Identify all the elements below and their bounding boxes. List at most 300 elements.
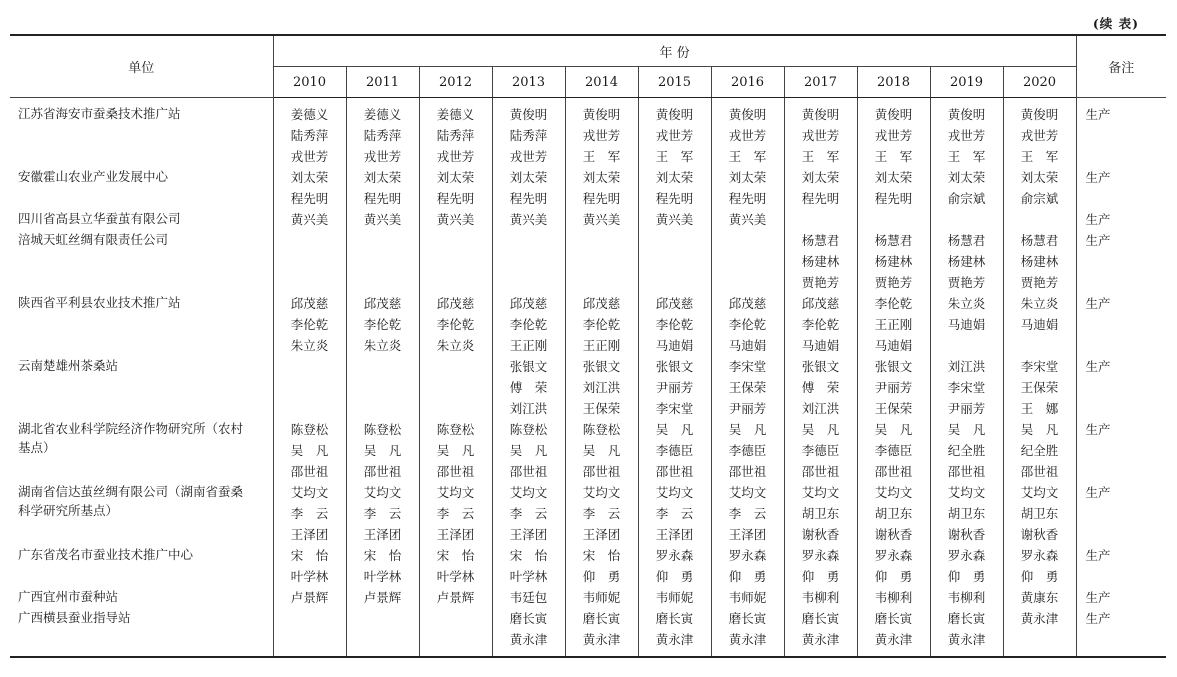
year-cell — [930, 167, 1003, 209]
person-name: 李德臣 — [801, 443, 840, 458]
year-cell — [784, 167, 857, 209]
person-name: 戎世芳 — [290, 149, 329, 164]
year-cell — [930, 545, 1003, 587]
person-name: 戎世芳 — [436, 149, 475, 164]
year-cell — [1003, 587, 1076, 608]
note-cell: 生产 — [1076, 98, 1166, 168]
year-cell — [857, 419, 930, 482]
year-header: 2019 — [930, 67, 1003, 98]
year-cell — [492, 482, 565, 545]
person-name: 程先明 — [582, 191, 621, 206]
person-name: 王泽团 — [582, 527, 621, 542]
person-name: 邵世祖 — [1020, 464, 1059, 479]
person-name: 陈登松 — [582, 422, 621, 437]
person-name: 陈登松 — [290, 422, 329, 437]
person-name: 吴 凡 — [509, 443, 548, 458]
table-row — [10, 293, 1166, 356]
person-name: 李宋堂 — [728, 359, 767, 374]
person-name: 谢秋香 — [1020, 527, 1059, 542]
year-cell — [419, 482, 492, 545]
year-cell — [492, 356, 565, 419]
year-cell — [1003, 209, 1076, 230]
person-name: 陈登松 — [436, 422, 475, 437]
person-name: 吴 凡 — [874, 422, 913, 437]
person-name: 黄兴美 — [655, 212, 694, 227]
person-name: 李伦乾 — [509, 317, 548, 332]
person-name: 宋 怡 — [363, 548, 402, 563]
person-name: 吴 凡 — [363, 443, 402, 458]
person-name: 磨长寅 — [582, 611, 621, 626]
person-name: 刘太荣 — [801, 170, 840, 185]
person-name: 韦师妮 — [728, 590, 767, 605]
year-cell — [346, 545, 419, 587]
person-name: 叶学林 — [509, 569, 548, 584]
note-cell: 生产 — [1076, 356, 1166, 419]
person-name: 纪全胜 — [947, 443, 986, 458]
person-name: 王保荣 — [1020, 380, 1059, 395]
person-name: 戎世芳 — [655, 128, 694, 143]
person-name: 刘太荣 — [290, 170, 329, 185]
person-name: 吴 凡 — [1020, 422, 1059, 437]
person-name: 李宋堂 — [947, 380, 986, 395]
table-row — [10, 98, 1166, 168]
person-name: 陆秀萍 — [363, 128, 402, 143]
person-name: 邱茂慈 — [363, 296, 402, 311]
person-name: 邱茂慈 — [801, 296, 840, 311]
year-cell — [565, 209, 638, 230]
year-header: 2014 — [565, 67, 638, 98]
unit-cell — [10, 608, 273, 657]
person-name: 磨长寅 — [655, 611, 694, 626]
person-name: 尹丽芳 — [947, 401, 986, 416]
person-name: 李伦乾 — [290, 317, 329, 332]
person-name: 黄俊明 — [509, 107, 548, 122]
person-name: 韦柳利 — [874, 590, 913, 605]
year-cell — [711, 230, 784, 293]
person-name: 邱茂慈 — [728, 296, 767, 311]
note-cell: 生产 — [1076, 545, 1166, 587]
person-name: 黄兴美 — [582, 212, 621, 227]
person-name: 刘太荣 — [509, 170, 548, 185]
person-name: 王 娜 — [1020, 401, 1059, 416]
unit-cell — [10, 167, 273, 209]
year-cell — [930, 482, 1003, 545]
person-name: 仰 勇 — [874, 569, 913, 584]
person-name: 张银文 — [655, 359, 694, 374]
person-name: 王 军 — [947, 149, 986, 164]
person-name: 胡卫东 — [874, 506, 913, 521]
year-cell — [1003, 356, 1076, 419]
year-cell — [784, 545, 857, 587]
year-cell — [346, 230, 419, 293]
continued-label: (续 表) — [1092, 16, 1139, 31]
person-name: 宋 怡 — [582, 548, 621, 563]
table-body — [10, 98, 1166, 658]
year-cell — [930, 419, 1003, 482]
unit-name-line: 广东省茂名市蚕业技术推广中心 — [18, 547, 194, 562]
person-name: 傅 荣 — [509, 380, 548, 395]
year-cell — [857, 356, 930, 419]
person-name: 王 军 — [874, 149, 913, 164]
table-row — [10, 209, 1166, 230]
person-name: 李 云 — [655, 506, 694, 521]
person-name: 黄永津 — [874, 632, 913, 647]
year-cell — [638, 293, 711, 356]
person-name: 王泽团 — [290, 527, 329, 542]
person-name: 贾艳芳 — [947, 275, 986, 290]
person-name: 程先明 — [509, 191, 548, 206]
person-name: 韦师妮 — [582, 590, 621, 605]
year-cell — [565, 230, 638, 293]
year-cell — [930, 356, 1003, 419]
person-name: 胡卫东 — [801, 506, 840, 521]
unit-name-line: 四川省高县立华蚕茧有限公司 — [18, 211, 181, 226]
year-cell — [784, 587, 857, 608]
person-name: 陈登松 — [509, 422, 548, 437]
year-cell — [492, 419, 565, 482]
year-cell — [346, 293, 419, 356]
year-cell — [273, 98, 346, 168]
year-cell — [273, 608, 346, 657]
person-name: 程先明 — [728, 191, 767, 206]
note-cell: 生产 — [1076, 167, 1166, 209]
year-cell — [565, 98, 638, 168]
person-name: 黄俊明 — [728, 107, 767, 122]
person-name: 刘太荣 — [655, 170, 694, 185]
person-name: 俞宗斌 — [947, 191, 986, 206]
person-name: 李德臣 — [728, 443, 767, 458]
year-cell — [419, 209, 492, 230]
year-cell — [273, 587, 346, 608]
year-cell — [638, 545, 711, 587]
table-row — [10, 230, 1166, 293]
person-name: 李德臣 — [655, 443, 694, 458]
unit-name-line: 基点） — [18, 440, 56, 455]
person-name: 王保荣 — [874, 401, 913, 416]
year-cell — [638, 419, 711, 482]
year-cell — [346, 419, 419, 482]
year-cell — [784, 482, 857, 545]
year-cell — [711, 98, 784, 168]
unit-cell — [10, 293, 273, 356]
year-cell — [857, 545, 930, 587]
year-cell — [1003, 293, 1076, 356]
person-name: 艾均文 — [801, 485, 840, 500]
year-header: 2017 — [784, 67, 857, 98]
year-cell — [492, 230, 565, 293]
year-cell — [930, 209, 1003, 230]
person-name: 黄兴美 — [290, 212, 329, 227]
person-name: 叶学林 — [436, 569, 475, 584]
person-name: 谢秋香 — [801, 527, 840, 542]
person-name: 艾均文 — [874, 485, 913, 500]
person-name: 邵世祖 — [655, 464, 694, 479]
person-name: 李宋堂 — [1020, 359, 1059, 374]
person-name: 马迪娟 — [655, 338, 694, 353]
year-cell — [273, 293, 346, 356]
person-name: 艾均文 — [655, 485, 694, 500]
year-cell — [419, 230, 492, 293]
unit-name-line: 云南楚雄州茶桑站 — [18, 358, 119, 373]
person-name: 朱立炎 — [290, 338, 329, 353]
person-name: 韦廷包 — [509, 590, 548, 605]
year-cell — [711, 545, 784, 587]
year-cell — [711, 419, 784, 482]
person-name: 傅 荣 — [801, 380, 840, 395]
person-name: 罗永森 — [655, 548, 694, 563]
person-name: 李伦乾 — [363, 317, 402, 332]
person-name: 李德臣 — [874, 443, 913, 458]
person-name: 张银文 — [509, 359, 548, 374]
year-cell — [1003, 419, 1076, 482]
person-name: 黄兴美 — [728, 212, 767, 227]
year-cell — [346, 98, 419, 168]
person-name: 刘太荣 — [728, 170, 767, 185]
unit-cell — [10, 230, 273, 293]
person-name: 杨慧君 — [801, 233, 840, 248]
person-name: 艾均文 — [436, 485, 475, 500]
year-cell — [565, 608, 638, 657]
year-cell — [273, 545, 346, 587]
table-row — [10, 356, 1166, 419]
year-cell — [273, 419, 346, 482]
person-name: 尹丽芳 — [655, 380, 694, 395]
year-cell — [273, 230, 346, 293]
person-name: 陆秀萍 — [290, 128, 329, 143]
year-cell — [711, 209, 784, 230]
unit-cell — [10, 545, 273, 587]
person-name: 程先明 — [801, 191, 840, 206]
unit-cell — [10, 98, 273, 168]
person-name: 李 云 — [728, 506, 767, 521]
year-cell — [565, 356, 638, 419]
year-cell — [492, 587, 565, 608]
person-name: 叶学林 — [290, 569, 329, 584]
person-name: 李伦乾 — [874, 296, 913, 311]
unit-name-line: 江苏省海安市蚕桑技术推广站 — [18, 106, 181, 121]
year-header: 2013 — [492, 67, 565, 98]
year-cell — [419, 587, 492, 608]
person-name: 黄永津 — [509, 632, 548, 647]
person-name: 纪全胜 — [1020, 443, 1059, 458]
person-name: 贾艳芳 — [801, 275, 840, 290]
person-name: 黄永津 — [655, 632, 694, 647]
person-name: 王保荣 — [728, 380, 767, 395]
person-name: 刘太荣 — [874, 170, 913, 185]
person-name: 杨慧君 — [947, 233, 986, 248]
person-name: 戎世芳 — [363, 149, 402, 164]
unit-name-line: 广西宜州市蚕种站 — [18, 589, 119, 604]
person-name: 艾均文 — [363, 485, 402, 500]
year-cell — [419, 167, 492, 209]
year-cell — [565, 587, 638, 608]
person-name: 黄俊明 — [874, 107, 913, 122]
year-cell — [346, 587, 419, 608]
person-name: 王泽团 — [436, 527, 475, 542]
person-name: 邵世祖 — [874, 464, 913, 479]
person-name: 戎世芳 — [582, 128, 621, 143]
unit-cell — [10, 587, 273, 608]
person-name: 刘江洪 — [947, 359, 986, 374]
year-cell — [857, 167, 930, 209]
person-name: 刘太荣 — [947, 170, 986, 185]
year-cell — [857, 608, 930, 657]
person-name: 黄俊明 — [1020, 107, 1059, 122]
person-name: 黄永津 — [582, 632, 621, 647]
person-name: 李 云 — [363, 506, 402, 521]
note-cell: 生产 — [1076, 608, 1166, 657]
person-name: 李伦乾 — [655, 317, 694, 332]
person-name: 胡卫东 — [1020, 506, 1059, 521]
year-cell — [346, 167, 419, 209]
note-cell: 生产 — [1076, 419, 1166, 482]
year-cell — [711, 356, 784, 419]
unit-cell — [10, 356, 273, 419]
person-name: 杨建林 — [801, 254, 840, 269]
person-name: 王泽团 — [655, 527, 694, 542]
person-name: 程先明 — [363, 191, 402, 206]
year-cell — [273, 482, 346, 545]
year-cell — [1003, 482, 1076, 545]
person-name: 李宋堂 — [655, 401, 694, 416]
person-name: 程先明 — [874, 191, 913, 206]
person-name: 李伦乾 — [801, 317, 840, 332]
table-row — [10, 545, 1166, 587]
person-name: 尹丽芳 — [728, 401, 767, 416]
year-cell — [419, 545, 492, 587]
person-name: 罗永森 — [1020, 548, 1059, 563]
unit-name-line: 湖南省信达茧丝绸有限公司（湖南省蚕桑 — [18, 484, 244, 499]
person-name: 磨长寅 — [801, 611, 840, 626]
year-cell — [1003, 545, 1076, 587]
year-header: 2018 — [857, 67, 930, 98]
person-name: 黄兴美 — [363, 212, 402, 227]
person-name: 刘太荣 — [363, 170, 402, 185]
person-name: 吴 凡 — [801, 422, 840, 437]
person-name: 黄永津 — [947, 632, 986, 647]
person-name: 韦柳利 — [947, 590, 986, 605]
person-name: 邵世祖 — [801, 464, 840, 479]
year-cell — [565, 482, 638, 545]
year-header: 2010 — [273, 67, 346, 98]
person-name: 仰 勇 — [655, 569, 694, 584]
person-name: 邱茂慈 — [582, 296, 621, 311]
person-name: 李伦乾 — [582, 317, 621, 332]
person-name: 宋 怡 — [436, 548, 475, 563]
person-name: 黄兴美 — [509, 212, 548, 227]
person-name: 胡卫东 — [947, 506, 986, 521]
year-header: 2016 — [711, 67, 784, 98]
person-name: 艾均文 — [582, 485, 621, 500]
person-name: 李伦乾 — [728, 317, 767, 332]
person-name: 尹丽芳 — [874, 380, 913, 395]
year-header: 2015 — [638, 67, 711, 98]
person-name: 磨长寅 — [874, 611, 913, 626]
person-name: 仰 勇 — [801, 569, 840, 584]
person-name: 刘太荣 — [582, 170, 621, 185]
person-name: 邵世祖 — [509, 464, 548, 479]
person-name: 艾均文 — [509, 485, 548, 500]
person-name: 邵世祖 — [728, 464, 767, 479]
person-name: 吴 凡 — [290, 443, 329, 458]
person-name: 戎世芳 — [874, 128, 913, 143]
person-name: 李 云 — [436, 506, 475, 521]
unit-cell — [10, 419, 273, 482]
person-name: 刘江洪 — [509, 401, 548, 416]
unit-name-line: 广西横县蚕业指导站 — [18, 610, 131, 625]
year-cell — [492, 209, 565, 230]
person-name: 卢景辉 — [290, 590, 329, 605]
person-name: 宋 怡 — [290, 548, 329, 563]
person-name: 王 军 — [801, 149, 840, 164]
person-name: 马迪娟 — [1020, 317, 1059, 332]
year-cell — [492, 545, 565, 587]
person-name: 姜德义 — [290, 107, 329, 122]
person-name: 邱茂慈 — [655, 296, 694, 311]
year-cell — [492, 98, 565, 168]
person-name: 王保荣 — [582, 401, 621, 416]
person-name: 韦柳利 — [801, 590, 840, 605]
person-name: 李 云 — [290, 506, 329, 521]
year-cell — [857, 482, 930, 545]
year-header: 2012 — [419, 67, 492, 98]
person-name: 马迪娟 — [801, 338, 840, 353]
person-name: 邱茂慈 — [509, 296, 548, 311]
person-name: 王正刚 — [874, 317, 913, 332]
person-name: 黄俊明 — [582, 107, 621, 122]
year-cell — [930, 293, 1003, 356]
person-name: 陈登松 — [363, 422, 402, 437]
person-name: 仰 勇 — [1020, 569, 1059, 584]
person-name: 韦师妮 — [655, 590, 694, 605]
person-name: 黄俊明 — [655, 107, 694, 122]
table-row — [10, 419, 1166, 482]
person-name: 邵世祖 — [363, 464, 402, 479]
person-name: 王泽团 — [509, 527, 548, 542]
year-cell — [711, 167, 784, 209]
person-name: 张银文 — [874, 359, 913, 374]
person-name: 马迪娟 — [874, 338, 913, 353]
person-name: 陆秀萍 — [436, 128, 475, 143]
person-name: 贾艳芳 — [874, 275, 913, 290]
person-name: 王 军 — [1020, 149, 1059, 164]
person-name: 程先明 — [655, 191, 694, 206]
table-row — [10, 587, 1166, 608]
person-name: 刘太荣 — [436, 170, 475, 185]
year-cell — [638, 587, 711, 608]
person-name: 罗永森 — [874, 548, 913, 563]
person-name: 黄康东 — [1020, 590, 1059, 605]
person-name: 刘太荣 — [1020, 170, 1059, 185]
person-name: 卢景辉 — [436, 590, 475, 605]
person-name: 邵世祖 — [947, 464, 986, 479]
year-cell — [273, 356, 346, 419]
year-cell — [930, 587, 1003, 608]
person-name: 艾均文 — [728, 485, 767, 500]
unit-name-line: 涪城天虹丝绸有限责任公司 — [18, 232, 169, 247]
staff-table — [10, 34, 1166, 658]
person-name: 王正刚 — [582, 338, 621, 353]
year-cell — [711, 608, 784, 657]
person-name: 杨慧君 — [1020, 233, 1059, 248]
table-row — [10, 482, 1166, 545]
year-cell — [638, 98, 711, 168]
person-name: 邱茂慈 — [436, 296, 475, 311]
person-name: 姜德义 — [436, 107, 475, 122]
year-cell — [419, 98, 492, 168]
person-name: 李 云 — [509, 506, 548, 521]
person-name: 朱立炎 — [363, 338, 402, 353]
